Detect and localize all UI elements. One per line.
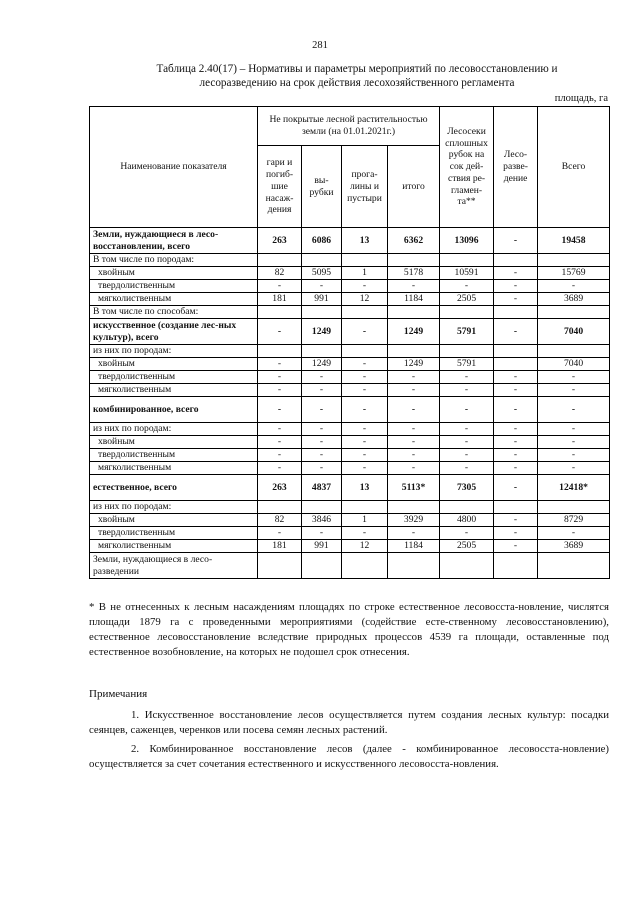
table-body: [90, 228, 610, 579]
row-label: из них по породам:: [90, 501, 258, 514]
value-cell: 12: [342, 293, 388, 306]
empty-cell: [440, 306, 494, 319]
header-clearings: вы-рубки: [302, 146, 342, 228]
value-cell: 3689: [538, 293, 610, 306]
empty-cell: [302, 306, 342, 319]
value-cell: -: [440, 527, 494, 540]
row-label: мягколиственным: [90, 384, 258, 397]
table-row: [90, 384, 610, 397]
value-cell: -: [258, 462, 302, 475]
value-cell: 7040: [538, 319, 610, 345]
row-label: естественное, всего: [90, 475, 258, 501]
table-row: [90, 319, 610, 345]
value-cell: -: [258, 384, 302, 397]
table-row: [90, 462, 610, 475]
value-cell: 12418*: [538, 475, 610, 501]
value-cell: 12: [342, 540, 388, 553]
caption-line-2: лесоразведению на срок действия лесохозяйственного регламента: [199, 77, 515, 89]
value-cell: 82: [258, 267, 302, 280]
value-cell: -: [258, 319, 302, 345]
unit-label: площадь, га: [554, 93, 608, 104]
row-label: Земли, нуждающиеся в лесо-разведении: [90, 553, 258, 579]
value-cell: 6086: [302, 228, 342, 254]
empty-cell: [494, 501, 538, 514]
value-cell: 7305: [440, 475, 494, 501]
value-cell: -: [494, 540, 538, 553]
row-label: искусственное (создание лес-ных культур), всего: [90, 319, 258, 345]
table-row: [90, 254, 610, 267]
value-cell: [494, 553, 538, 579]
empty-cell: [440, 254, 494, 267]
value-cell: 263: [258, 228, 302, 254]
value-cell: -: [494, 436, 538, 449]
value-cell: -: [302, 527, 342, 540]
row-label: твердолиственным: [90, 371, 258, 384]
value-cell: 5113*: [388, 475, 440, 501]
value-cell: 3846: [302, 514, 342, 527]
value-cell: -: [494, 384, 538, 397]
value-cell: [538, 553, 610, 579]
value-cell: -: [538, 397, 610, 423]
header-uncovered-group: Не покрытые лесной растительностью земли (на 01.01.2021г.): [258, 107, 440, 146]
value-cell: 1249: [388, 358, 440, 371]
header-subtotal: итого: [388, 146, 440, 228]
table-row: [90, 397, 610, 423]
empty-cell: [342, 254, 388, 267]
row-label: хвойным: [90, 436, 258, 449]
value-cell: 263: [258, 475, 302, 501]
value-cell: -: [494, 228, 538, 254]
value-cell: -: [342, 358, 388, 371]
value-cell: -: [494, 462, 538, 475]
value-cell: -: [494, 371, 538, 384]
empty-cell: [538, 306, 610, 319]
value-cell: -: [342, 462, 388, 475]
row-label: мягколиственным: [90, 293, 258, 306]
row-label: твердолиственным: [90, 280, 258, 293]
value-cell: 4800: [440, 514, 494, 527]
value-cell: -: [440, 449, 494, 462]
value-cell: -: [388, 527, 440, 540]
value-cell: 13096: [440, 228, 494, 254]
value-cell: -: [258, 397, 302, 423]
value-cell: -: [258, 280, 302, 293]
value-cell: -: [440, 371, 494, 384]
value-cell: -: [440, 436, 494, 449]
header-logging: Лесосеки сплошных рубок на сок дей-ствия ре-гламен-та**: [440, 107, 494, 228]
empty-cell: [258, 306, 302, 319]
empty-cell: [302, 345, 342, 358]
value-cell: -: [494, 397, 538, 423]
value-cell: -: [440, 397, 494, 423]
value-cell: -: [494, 514, 538, 527]
empty-cell: [494, 254, 538, 267]
value-cell: -: [342, 397, 388, 423]
value-cell: -: [494, 267, 538, 280]
value-cell: 82: [258, 514, 302, 527]
value-cell: -: [494, 449, 538, 462]
table-row: [90, 527, 610, 540]
value-cell: -: [440, 384, 494, 397]
header-name: Наименование показателя: [90, 107, 258, 228]
row-label: В том числе по породам:: [90, 254, 258, 267]
value-cell: -: [342, 384, 388, 397]
value-cell: -: [388, 436, 440, 449]
empty-cell: [302, 254, 342, 267]
value-cell: -: [342, 280, 388, 293]
table-row: [90, 501, 610, 514]
value-cell: 10591: [440, 267, 494, 280]
value-cell: 15769: [538, 267, 610, 280]
value-cell: -: [302, 384, 342, 397]
table-row: [90, 423, 610, 436]
value-cell: -: [494, 527, 538, 540]
value-cell: [388, 553, 440, 579]
value-cell: 1249: [302, 358, 342, 371]
empty-cell: [302, 501, 342, 514]
value-cell: -: [440, 462, 494, 475]
value-cell: -: [538, 436, 610, 449]
note-1: 1. Искусственное восстановление лесов осуществляется путем создания лесных культур: посадки сеянцев, саженцев, черенков или посева семян лесных растений.: [89, 709, 609, 736]
value-cell: -: [388, 449, 440, 462]
table-row: [90, 553, 610, 579]
value-cell: 5095: [302, 267, 342, 280]
value-cell: -: [302, 397, 342, 423]
value-cell: 1249: [302, 319, 342, 345]
value-cell: 5791: [440, 319, 494, 345]
header-glades: прога-лины и пустыри: [342, 146, 388, 228]
value-cell: -: [302, 371, 342, 384]
table-row: [90, 514, 610, 527]
value-cell: -: [258, 358, 302, 371]
table-row: [90, 449, 610, 462]
value-cell: -: [302, 280, 342, 293]
value-cell: 1: [342, 514, 388, 527]
value-cell: -: [258, 436, 302, 449]
value-cell: 5791: [440, 358, 494, 371]
value-cell: -: [302, 436, 342, 449]
empty-cell: [258, 254, 302, 267]
value-cell: 181: [258, 540, 302, 553]
value-cell: 3929: [388, 514, 440, 527]
value-cell: 1184: [388, 293, 440, 306]
value-cell: [302, 553, 342, 579]
table-row: [90, 280, 610, 293]
empty-cell: [342, 345, 388, 358]
table-row: [90, 306, 610, 319]
row-label: хвойным: [90, 267, 258, 280]
table-row: [90, 293, 610, 306]
header-burned: гари и погиб-шие насаж-дения: [258, 146, 302, 228]
value-cell: -: [494, 280, 538, 293]
row-label: твердолиственным: [90, 527, 258, 540]
value-cell: -: [440, 423, 494, 436]
value-cell: 2505: [440, 540, 494, 553]
empty-cell: [258, 345, 302, 358]
empty-cell: [388, 345, 440, 358]
value-cell: 13: [342, 475, 388, 501]
value-cell: -: [440, 280, 494, 293]
value-cell: -: [494, 293, 538, 306]
empty-cell: [494, 306, 538, 319]
table-row: [90, 358, 610, 371]
value-cell: [258, 553, 302, 579]
page-number: 281: [312, 40, 328, 51]
value-cell: 991: [302, 540, 342, 553]
value-cell: -: [494, 319, 538, 345]
footnote: * В не отнесенных к лесным насаждениям площадях по строке естественное лесовосста-новление, числятся площади 1879 га с проведенными мероприятиями (содействие есте-ственному лесовосстановлению), естественное лесовосстановление вследствие природных процессов 4539 га площади, оставленные под естественное возобновление, на которых не подошел срок отнесения.: [89, 601, 609, 658]
value-cell: -: [342, 319, 388, 345]
empty-cell: [494, 345, 538, 358]
row-label: из них по породам:: [90, 345, 258, 358]
value-cell: -: [302, 423, 342, 436]
value-cell: -: [302, 462, 342, 475]
value-cell: [440, 553, 494, 579]
row-label: хвойным: [90, 358, 258, 371]
row-label: мягколиственным: [90, 462, 258, 475]
value-cell: -: [538, 371, 610, 384]
value-cell: -: [342, 423, 388, 436]
row-label: Земли, нуждающиеся в лесо-восстановлении, всего: [90, 228, 258, 254]
value-cell: -: [538, 384, 610, 397]
value-cell: -: [388, 462, 440, 475]
value-cell: [494, 358, 538, 371]
empty-cell: [440, 501, 494, 514]
value-cell: 7040: [538, 358, 610, 371]
value-cell: -: [538, 423, 610, 436]
value-cell: 1: [342, 267, 388, 280]
value-cell: -: [538, 280, 610, 293]
empty-cell: [342, 306, 388, 319]
table-row: [90, 228, 610, 254]
empty-cell: [388, 501, 440, 514]
empty-cell: [538, 254, 610, 267]
value-cell: -: [494, 475, 538, 501]
value-cell: 13: [342, 228, 388, 254]
value-cell: 3689: [538, 540, 610, 553]
header-total: Всего: [538, 107, 610, 228]
value-cell: 991: [302, 293, 342, 306]
row-label: мягколиственным: [90, 540, 258, 553]
value-cell: -: [258, 527, 302, 540]
row-label: комбинированное, всего: [90, 397, 258, 423]
value-cell: 6362: [388, 228, 440, 254]
reforestation-table: [89, 106, 610, 579]
value-cell: [342, 553, 388, 579]
value-cell: -: [258, 423, 302, 436]
value-cell: -: [342, 527, 388, 540]
table-row: [90, 540, 610, 553]
value-cell: -: [342, 449, 388, 462]
table-row: [90, 436, 610, 449]
row-label: хвойным: [90, 514, 258, 527]
note-2: 2. Комбинированное восстановление лесов (далее - комбинированное лесовосста-новление) осуществляется за счет сочетания естественного и искусственного лесовосста-новления.: [89, 743, 609, 770]
value-cell: 5178: [388, 267, 440, 280]
value-cell: -: [342, 436, 388, 449]
empty-cell: [258, 501, 302, 514]
table-row: [90, 267, 610, 280]
value-cell: -: [388, 384, 440, 397]
value-cell: 181: [258, 293, 302, 306]
value-cell: -: [258, 449, 302, 462]
table-row: [90, 475, 610, 501]
value-cell: -: [538, 449, 610, 462]
value-cell: 1249: [388, 319, 440, 345]
value-cell: -: [538, 527, 610, 540]
row-label: твердолиственным: [90, 449, 258, 462]
value-cell: 8729: [538, 514, 610, 527]
value-cell: -: [388, 371, 440, 384]
header-afforestation: Лесо-разве-дение: [494, 107, 538, 228]
empty-cell: [538, 345, 610, 358]
value-cell: 2505: [440, 293, 494, 306]
value-cell: -: [388, 397, 440, 423]
value-cell: -: [342, 371, 388, 384]
value-cell: -: [258, 371, 302, 384]
notes-title: Примечания: [89, 688, 148, 700]
caption-line-1: Таблица 2.40(17) – Нормативы и параметры мероприятий по лесовосстановлению и: [156, 63, 558, 75]
empty-cell: [388, 306, 440, 319]
table-row: [90, 371, 610, 384]
table-row: [90, 345, 610, 358]
row-label: В том числе по способам:: [90, 306, 258, 319]
value-cell: 19458: [538, 228, 610, 254]
value-cell: -: [388, 423, 440, 436]
value-cell: 4837: [302, 475, 342, 501]
empty-cell: [538, 501, 610, 514]
empty-cell: [440, 345, 494, 358]
value-cell: -: [494, 423, 538, 436]
row-label: из них по породам:: [90, 423, 258, 436]
value-cell: -: [388, 280, 440, 293]
empty-cell: [342, 501, 388, 514]
value-cell: -: [538, 462, 610, 475]
value-cell: 1184: [388, 540, 440, 553]
value-cell: -: [302, 449, 342, 462]
empty-cell: [388, 254, 440, 267]
table-caption: [112, 62, 602, 90]
